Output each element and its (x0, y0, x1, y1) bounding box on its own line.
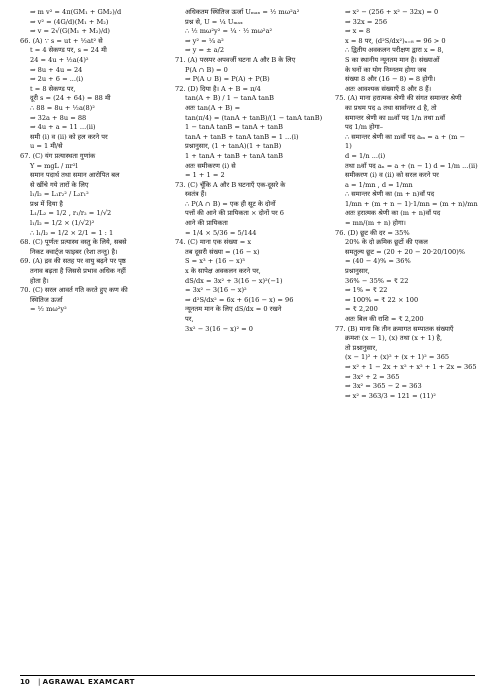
text-line: समान पदार्थ तथा समान आरोपित बल (30, 171, 120, 180)
text-line: तो प्रश्नानुसार, (345, 343, 378, 352)
text-line: 74. (C) माना एक संख्या = x (175, 238, 252, 247)
text-line: ⇒ x² = 363/3 = 121 = (11)² (345, 391, 436, 400)
text-line: 1) (345, 142, 352, 151)
text-line: tan(A + B) / 1 − tanA tanB (185, 94, 274, 103)
text-line: क्रमशः (x − 1), (x) तथा (x + 1) है, (345, 334, 443, 343)
text-line: ⇒ x = 8 (345, 27, 371, 36)
text-line: समतुल्य छूट = (20 + 20 − 20·20/100)% (345, 247, 466, 256)
text-line: tanA + tanB + tanA tanB = 1 ...(i) (185, 132, 299, 141)
text-line: ⇒ P(A ∪ B) = P(A) + P(B) (185, 75, 270, 84)
text-line: ∴ ½ mω²y² = ¼ · ½ mω²a² (185, 27, 273, 36)
text-line: = 1/4 × 5/36 = 5/144 (185, 228, 257, 237)
text-line: = ½ mω²y² (30, 305, 67, 314)
text-line: ⇒ 100% = ₹ 22 × 100 (345, 295, 419, 304)
text-line: ⇒ 1% = ₹ 22 (345, 286, 388, 295)
text-line: P(A ∩ B) = 0 (185, 65, 228, 74)
text-line: पत्तों की आने की प्रायिकता × दोनों पर 6 (185, 209, 284, 218)
column-right (335, 8, 485, 401)
text-line: 67. (C) यंग प्रत्यास्थता गुणांक (20, 151, 96, 160)
text-line: अतः समीकरण (i) से (185, 161, 236, 170)
text-line: प्रश्न से, U = ¼ Uₘₐₓ (185, 17, 243, 26)
text-line: 72. (D) दिया है। A + B = π/4 (175, 84, 261, 93)
text-line: ⇒ 2u + 6 = ...(i) (30, 75, 84, 84)
text-line: तथा nवाँ पद aₙ = a + (n − 1) d = 1/m ...(ii) (345, 161, 478, 170)
text-line: (x − 1)² + (x)² + (x + 1)² = 365 (345, 353, 450, 362)
text-line: पद 1/m होगा– (345, 123, 384, 132)
text-line: 73. (C) चूँकि A और B घटनाएँ एक-दूसरे के (175, 180, 286, 189)
text-line: 69. (A) द्रव की सतह पर वायु बढ़ने पर पृष्ठ (20, 257, 126, 266)
text-line: ⇒ x² − (256 + x² − 32x) = 0 (345, 8, 439, 16)
text-line: 1 + tanA + tanB + tanA tanB (185, 151, 283, 160)
text-line: ∴ द्वितीय अवकलन परीक्षण द्वारा x = 8, (345, 46, 444, 55)
text-line: ∴ l₁/l₂ = 1/2 × 2/1 = 1 : 1 (30, 228, 114, 237)
text-line: ⇒ 32x = 256 (345, 17, 388, 26)
text-line: x के सापेक्ष अवकलन करने पर, (185, 267, 261, 276)
text-line: 75. (A) माना हरात्मक श्रेणी की संगत समान्तर श्रेणी (335, 94, 462, 103)
text-line: के घनों का योग निम्नतम होगा जब (345, 65, 427, 74)
text-line: dS/dx = 3x² + 3(16 − x)²(−1) (185, 276, 283, 285)
text-line: ⇒ m v² = 4π(GM₁ + GM₂)/d (30, 8, 122, 16)
text-line: d = 1/n ...(i) (345, 151, 386, 160)
text-line: u = 1 मी/से (30, 142, 63, 151)
text-line: संख्या 8 और (16 − 8) = 8 होगी। (345, 75, 436, 84)
text-line: न्यूनतम मान के लिए dS/dx = 0 रखने (185, 305, 282, 314)
text-line: 20% के दो क्रमिक छूटों की एकल (345, 238, 428, 247)
column-middle (175, 8, 335, 334)
text-line: ⇒ 3x² = 365 − 2 = 363 (345, 382, 422, 391)
text-line: tan(π/4) = (tanA + tanB)/(1 − tanA tanB) (185, 113, 323, 122)
text-line: तनाव बढ़ता है जिससे प्रभाव अधिक नहीं (30, 267, 126, 276)
text-line: होता है। (30, 276, 49, 285)
text-line: ∴ समान्तर श्रेणी का (m + n)वाँ पद (345, 190, 435, 199)
text-line: ⇒ 8u + 4u = 24 (30, 65, 83, 74)
text-line: समी (i) व (ii) को हल करने पर (30, 132, 108, 141)
text-line: 66. (A) ∵ s = ut + ½at² से (20, 36, 103, 45)
text-line: प्रश्नानुसार, (345, 267, 370, 276)
text-line: ⇒ d²S/dx² = 6x + 6(16 − x) = 96 (185, 295, 294, 304)
text-line: S = x³ + (16 − x)³ (185, 257, 245, 266)
publisher-brand: AGRAWAL EXAMCART (42, 678, 135, 686)
text-line: ⇒ 4u + a = 11 ...(ii) (30, 123, 96, 132)
text-line: S का स्थानीय न्यूनतम मान है। संख्याओं (345, 55, 440, 64)
text-line: स्वतंत्र हैं। (185, 190, 207, 199)
text-line: 77. (B) माना कि तीन क्रमागत सम्पातक संख्याएँ (335, 324, 454, 333)
text-line: 1 − tanA tanB = tanA + tanB (185, 123, 283, 132)
text-line: स्थितिज ऊर्जा (30, 295, 63, 304)
text-line: से खींचे गये तारों के लिए (30, 180, 89, 189)
text-line: का प्रथम पद a तथा सार्वान्तर d है, तो (345, 103, 437, 112)
text-line: t = 8 सेकण्ड पर, (30, 84, 76, 93)
text-line: ∴ 88 = 8u + ½a(8)² (30, 103, 95, 112)
text-line: ⇒ x² + 1 − 2x + x² + x² + 1 + 2x = 365 (345, 362, 477, 371)
text-line: आने की प्रायिकता (185, 219, 228, 228)
text-line: x = 8 पर, (d²S/dx²)ₓ₌₈ = 96 > 0 (345, 36, 446, 45)
text-line: अतः tan(A + B) = (185, 103, 241, 112)
text-line: ∴ P(A ∩ B) = एक ही सूट के दोनों (185, 199, 276, 208)
text-line: अधिकतम स्थितिज ऊर्जा Uₘₐₓ = ½ mω²a² (185, 8, 300, 16)
text-line: Y = mgL / πr²l (30, 161, 78, 170)
text-line: 1/mn + (m + n − 1)·1/mn = (m + n)/mn (345, 199, 478, 208)
text-line: दूरी s = (24 + 64) = 88 मी (30, 94, 111, 103)
text-line: 3x² − 3(16 − x)² = 0 (185, 324, 253, 333)
text-line: 76. (D) छूट की दर = 35% (335, 228, 410, 237)
text-line: ⇒ v = 2√(G(M₁ + M₂)/d) (30, 27, 110, 36)
text-line: = mn/(m + n) होगा। (345, 219, 406, 228)
text-line: 71. (A) परस्पर अपवर्जी घटना A और B के लिए (175, 55, 296, 64)
page-number: 10 (20, 678, 30, 686)
page-footer (20, 675, 475, 688)
text-line: 36% − 35% = ₹ 22 (345, 276, 409, 285)
text-line: L₁/L₂ = 1/2 , r₁/r₂ = 1/√2 (30, 209, 112, 218)
text-line: l₁/l₂ = L₁r₂² / L₂r₁² (30, 190, 89, 199)
text-line: 70. (C) सरल आवर्त गति करते हुए कण की (20, 286, 128, 295)
text-line: = ₹ 2,200 (345, 305, 378, 314)
text-line: समान्तर श्रेणी का mवाँ पद 1/n तथा nवाँ (345, 113, 446, 122)
text-line: अतः हरात्मक श्रेणी का (m + n)वाँ पद (345, 209, 441, 218)
text-line: ⇒ y² = ¼ a² (185, 36, 224, 45)
text-line: l₁/l₂ = 1/2 × (1/√2)² (30, 219, 95, 228)
text-line: t = 4 सेकण्ड पर, s = 24 मी (30, 46, 107, 55)
text-line: ⇒ 3x² + 2 = 365 (345, 372, 400, 381)
text-line: = 1 + 1 = 2 (185, 171, 225, 180)
text-line: समीकरण (i) व (ii) को सरल करने पर (345, 171, 439, 180)
text-line: = 3x² − 3(16 − x)² (185, 286, 247, 295)
text-line: ⇒ 32a + 8u = 88 (30, 113, 87, 122)
text-line: 68. (C) पूर्णतः प्रत्यास्थ वस्तु के लिये, सबसे (20, 238, 127, 247)
text-line: ⇒ y = ± a/2 (185, 46, 225, 55)
text-line: 24 = 4u + ½a(4)² (30, 55, 89, 64)
text-line: = (40 − 4)% = 36% (345, 257, 411, 266)
text-line: अतः बिल की राशि = ₹ 2,200 (345, 315, 424, 323)
column-left (20, 8, 165, 315)
text-line: अतः आवश्यक संख्याएँ 8 और 8 हैं। (345, 84, 432, 93)
text-line: प्रश्नानुसार, (1 + tanA)(1 + tanB) (185, 142, 282, 151)
text-line: प्रश्न में दिया है (30, 199, 63, 208)
text-line: पर, (185, 315, 194, 323)
text-line: तब दूसरी संख्या = (16 − x) (185, 247, 260, 256)
text-line: ∴ समान्तर श्रेणी का mवाँ पद aₘ = a + (m − (345, 132, 465, 141)
text-line: निकट क्वार्ट्ज फाइबर (रेशा तन्तु) है। (30, 247, 118, 256)
text-line: ⇒ v² = (4G/d)(M₁ + M₂) (30, 17, 109, 26)
footer-separator: | (37, 678, 41, 686)
text-line: a = 1/mn , d = 1/mn (345, 180, 413, 189)
